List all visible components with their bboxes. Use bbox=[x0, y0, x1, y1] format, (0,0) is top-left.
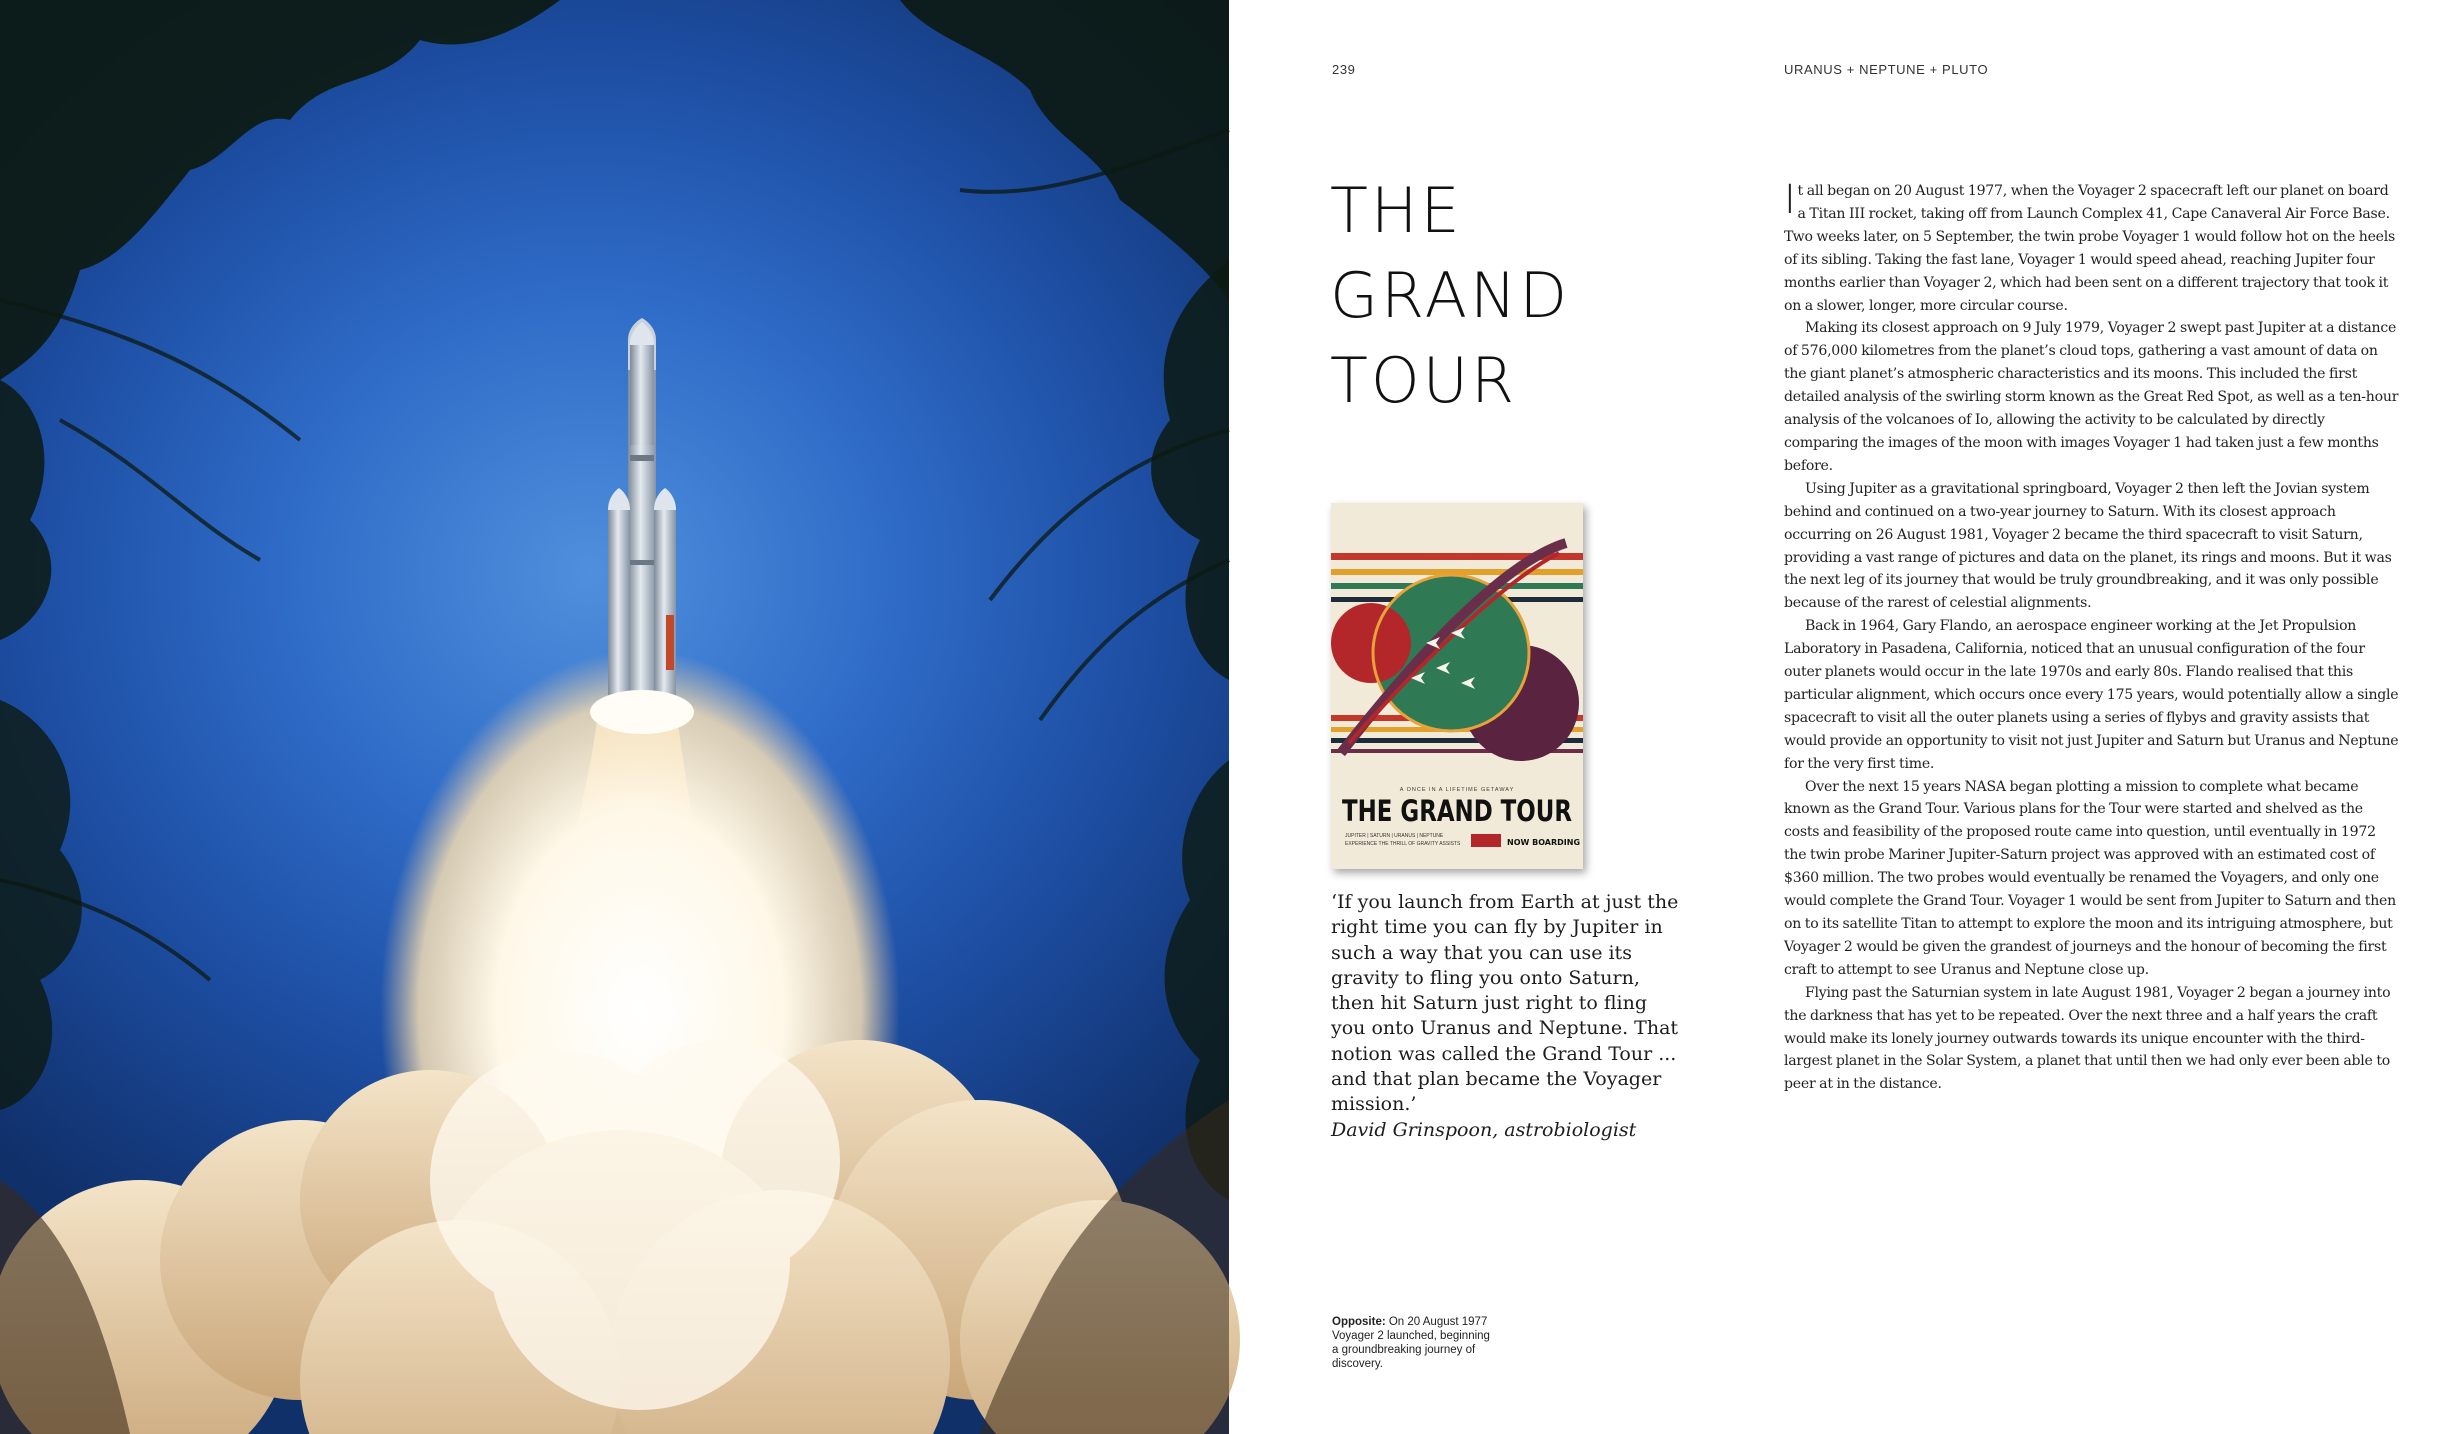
caption-text: On 20 August 1977 Voyager 2 launched, beginning a groundbreaking journey of discovery. bbox=[1332, 1316, 1490, 1370]
poster-tagline: A ONCE IN A LIFETIME GETAWAY bbox=[1399, 787, 1515, 793]
poster-subline: EXPERIENCE THE THRILL OF GRAVITY ASSISTS bbox=[1345, 841, 1461, 847]
poster-planet-red bbox=[1331, 603, 1411, 683]
poster-artwork bbox=[1331, 503, 1583, 869]
body-paragraph: Using Jupiter as a gravitational springboard, Voyager 2 then left the Jovian system behind and continued on a two-year journey to Saturn. With its closest approach occurring on 26 August 1981, Voyager 2 became the third spacecraft to visit Saturn, providing a vast range of pictures and data on the planet, its rings and moons. But it was the next leg of its journey that would be truly groundbreaking, and it was only possible because of the rarest of celestial alignments. bbox=[1784, 480, 2392, 612]
title-line: TOUR bbox=[1330, 344, 1518, 417]
quote-attribution: David Grinspoon, astrobiologist bbox=[1331, 1118, 1637, 1141]
photo-caption bbox=[1332, 1315, 1492, 1371]
page-number: 239 bbox=[1332, 62, 1356, 77]
pull-quote bbox=[1331, 890, 1681, 1143]
title-line: GRAND bbox=[1330, 259, 1571, 332]
poster-destinations: JUPITER | SATURN | URANUS | NEPTUNE bbox=[1345, 833, 1444, 839]
page-title bbox=[1330, 168, 1730, 423]
body-paragraph: It all began on 20 August 1977, when the Voyager 2 spacecraft left our planet on board a Titan III rocket, taking off from Launch Complex 41, Cape Canaveral Air Force Base. Two weeks later, on 5 September, the twin probe Voyager 1 would follow hot on the heels of its sibling. Taking the fast lane, Voyager 1 would speed ahead, reaching Jupiter four months earlier than Voyager 2, which had been sent on a different trajectory that took it on a slower, longer, more circular course. bbox=[1784, 177, 2396, 314]
quote-text: ‘If you launch from Earth at just the right time you can fly by Jupiter in such a way that you can use its gravity to fling you onto Saturn, then hit Saturn just right to fling you onto Uranus and Neptune. That notion was called the Grand Tour ... and that plan became the Voyager mission.’ bbox=[1331, 891, 1679, 1116]
body-paragraph: Back in 1964, Gary Flando, an aerospace engineer working at the Jet Propulsion Laboratory in Pasadena, California, noticed that an unusual configuration of the four outer planets would occur in the late 1970s and early 80s. Flando realised that this particular alignment, which occurs once every 175 years, would potentially allow a single spacecraft to visit all the outer planets using a series of flybys and gravity assists that would provide an opportunity to visit not just Jupiter and Saturn but Uranus and Neptune for the very first time. bbox=[1784, 618, 2399, 772]
grand-tour-poster bbox=[1331, 503, 1583, 869]
poster-title: THE GRAND TOUR bbox=[1342, 794, 1572, 828]
body-paragraph: Over the next 15 years NASA began plotting a mission to complete what became known as the Grand Tour. Various plans for the Tour were started and shelved as the costs and feasibility of the proposed route came into question, until eventually in 1972 the twin probe Mariner Jupiter-Saturn project was approved with an estimated cost of $360 million. The two probes would eventually be renamed the Voyagers, and only one would complete the Grand Tour. Voyager 1 would be sent from Jupiter to Saturn and then on to its satellite Titan to attempt to explore the moon and its intriguing atmosphere, but Voyager 2 would be given the grandest of journeys and the honour of becoming the first craft to attempt to see Uranus and Neptune close up. bbox=[1784, 778, 2396, 978]
body-paragraph: Flying past the Saturnian system in late August 1981, Voyager 2 began a journey into the darkness that has yet to be repeated. Over the next three and a half years the craft would make its lonely journey outwards towards its unique encounter with the third-largest planet in the Solar System, a planet that until then we had only ever been able to peer at in the distance. bbox=[1784, 984, 2391, 1093]
article-body bbox=[1784, 177, 2400, 1096]
running-head: URANUS + NEPTUNE + PLUTO bbox=[1784, 62, 1989, 77]
poster-boarding: NOW BOARDING bbox=[1507, 838, 1581, 847]
caption-label: Opposite: bbox=[1332, 1316, 1386, 1328]
title-line: THE bbox=[1330, 174, 1463, 247]
body-paragraph: Making its closest approach on 9 July 1979, Voyager 2 swept past Jupiter at a distance of 576,000 kilometres from the planet’s cloud tops, gathering a vast amount of data on the giant planet’s atmospheric characteristics and its moons. This included the first detailed analysis of the swirling storm known as the Great Red Spot, as well as a ten-hour analysis of the volcanoes of Io, allowing the activity to be calculated by directly comparing the images of the moon with images Voyager 1 had taken just a few months before. bbox=[1784, 320, 2399, 474]
